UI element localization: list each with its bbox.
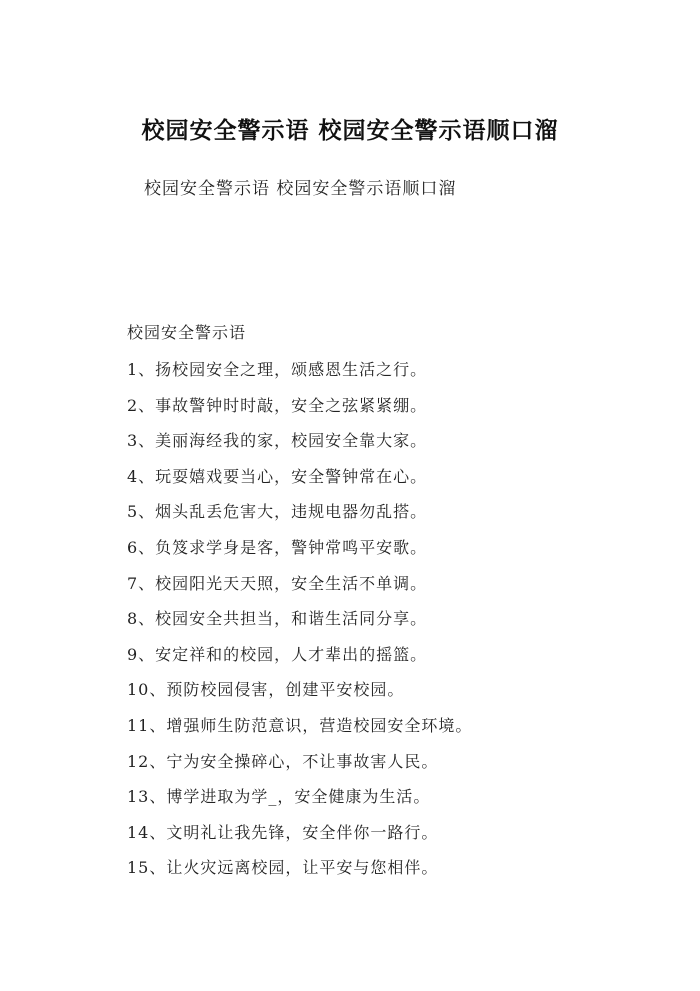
slogan-list bbox=[127, 360, 472, 894]
slogan-item: 5、烟头乱丢危害大，违规电器勿乱搭。 bbox=[127, 502, 428, 522]
slogan-item: 12、宁为安全操碎心，不让事故害人民。 bbox=[127, 751, 439, 771]
slogan-item: 14、文明礼让我先锋，安全伴你一路行。 bbox=[127, 822, 439, 842]
slogan-item: 3、美丽海经我的家，校园安全靠大家。 bbox=[127, 431, 428, 451]
slogan-item: 6、负笈求学身是客，警钟常鸣平安歌。 bbox=[127, 537, 428, 557]
slogan-item: 2、事故警钟时时敲，安全之弦紧紧绷。 bbox=[127, 395, 428, 415]
document-title: 校园安全警示语 校园安全警示语顺口溜 bbox=[141, 118, 559, 144]
slogan-item: 15、让火灾远离校园，让平安与您相伴。 bbox=[127, 858, 439, 878]
slogan-item: 10、预防校园侵害，创建平安校园。 bbox=[127, 680, 405, 700]
document-subtitle: 校园安全警示语 校园安全警示语顺口溜 bbox=[144, 179, 457, 199]
slogan-item: 7、校园阳光天天照，安全生活不单调。 bbox=[127, 573, 428, 593]
slogan-item: 4、玩耍嬉戏要当心，安全警钟常在心。 bbox=[127, 466, 428, 486]
section-heading: 校园安全警示语 bbox=[127, 323, 247, 342]
slogan-item: 9、安定祥和的校园，人才辈出的摇篮。 bbox=[127, 644, 428, 664]
slogan-item: 1、扬校园安全之理，颂感恩生活之行。 bbox=[127, 360, 428, 379]
slogan-item: 8、校园安全共担当，和谐生活同分享。 bbox=[127, 609, 428, 629]
slogan-item: 13、博学进取为学_，安全健康为生活。 bbox=[127, 787, 431, 807]
slogan-item: 11、增强师生防范意识，营造校园安全环境。 bbox=[127, 715, 473, 735]
